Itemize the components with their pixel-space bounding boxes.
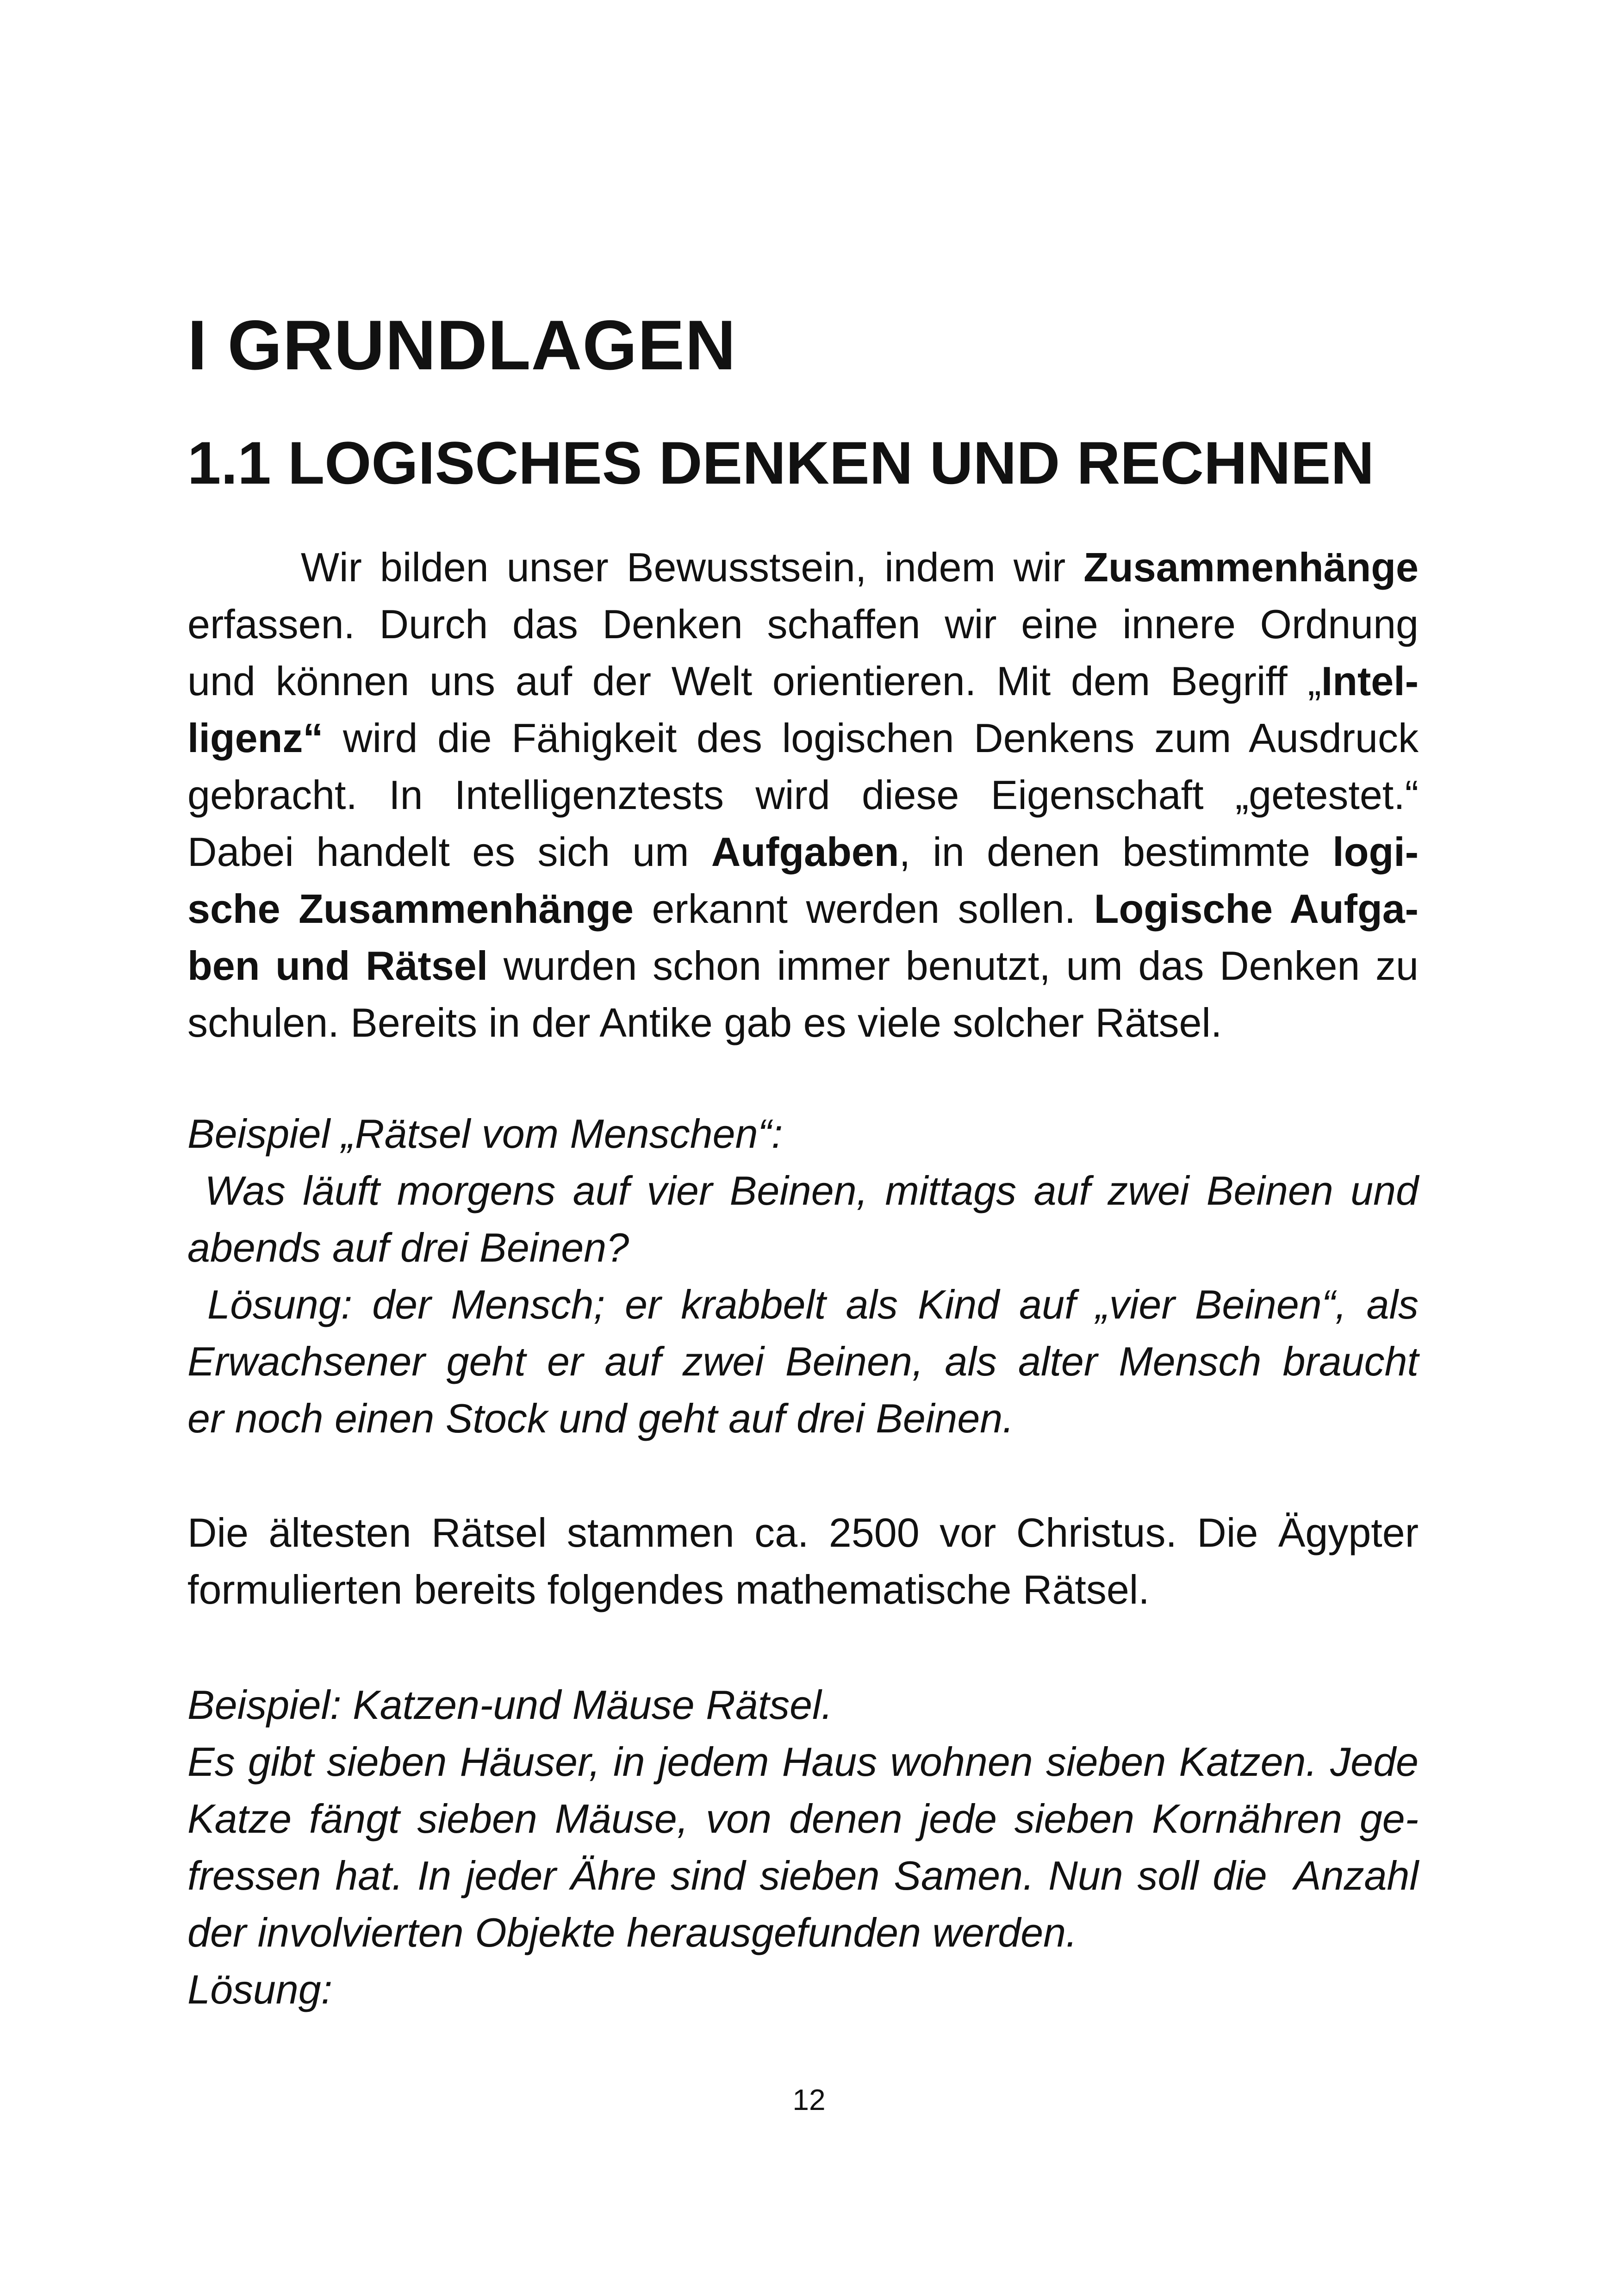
example-line: Es gibt sieben Häuser, in jedem Haus wohnen sieben Katzen. Jede	[187, 1739, 1419, 1785]
example-cats-mice	[187, 1676, 1419, 2018]
intro-line: ligenz“ wird die Fähigkeit des logischen Denkens zum Ausdruck	[187, 715, 1419, 761]
chapter-title: I GRUNDLAGEN	[187, 306, 736, 385]
bold-term: sche Zusammenhänge	[187, 886, 634, 932]
paragraph-line: formulierten bereits folgendes mathematische Rätsel.	[187, 1567, 1150, 1612]
bold-term: Zusammenhänge	[1083, 544, 1419, 590]
intro-line: gebracht. In Intelligenztests wird diese Eigenschaft „getestet.“	[187, 772, 1419, 818]
bold-term: Aufgaben	[711, 829, 899, 875]
example-line: der involvierten Objekte herausgefunden werden.	[187, 1910, 1077, 1955]
example-line: Was läuft morgens auf vier Beinen, mittags auf zwei Beinen und	[187, 1168, 1419, 1213]
example-line: Katze fängt sieben Mäuse, von denen jede sieben Kornähren ge-	[187, 1796, 1419, 1842]
paragraph-line: Die ältesten Rätsel stammen ca. 2500 vor Christus. Die Ägypter	[187, 1510, 1419, 1556]
bold-term: ligenz“	[187, 715, 324, 761]
intro-line: Dabei handelt es sich um Aufgaben, in denen bestimmte logi-	[187, 829, 1419, 875]
intro-paragraph	[187, 539, 1419, 1051]
page-number: 12	[792, 2083, 826, 2116]
bold-term: ben und Rätsel	[187, 943, 488, 989]
example-line: Erwachsener geht er auf zwei Beinen, als alter Mensch braucht	[187, 1338, 1419, 1384]
history-paragraph	[187, 1504, 1419, 1618]
example-riddle-human	[187, 1105, 1419, 1447]
section-title: 1.1 LOGISCHES DENKEN UND RECHNEN	[187, 429, 1375, 497]
intro-line: erfassen. Durch das Denken schaffen wir eine innere Ordnung	[187, 601, 1419, 647]
intro-line: sche Zusammenhänge erkannt werden sollen. Logische Aufga-	[187, 886, 1419, 932]
example-line: Lösung: der Mensch; er krabbelt als Kind auf „vier Beinen“, als	[187, 1282, 1419, 1327]
example-solution-label: Lösung:	[187, 1966, 333, 2012]
intro-line: ben und Rätsel wurden schon immer benutzt, um das Denken zu	[187, 943, 1419, 989]
intro-line: und können uns auf der Welt orientieren. Mit dem Begriff „Intel-	[187, 658, 1419, 704]
bold-term: Logische Aufga-	[1094, 886, 1419, 932]
intro-line: Wir bilden unser Bewusstsein, indem wir Zusammenhänge	[301, 544, 1419, 590]
bold-term: logi-	[1332, 829, 1419, 875]
example-heading: Beispiel: Katzen-und Mäuse Rätsel.	[187, 1682, 833, 1728]
intro-line: schulen. Bereits in der Antike gab es viele solcher Rätsel.	[187, 1000, 1222, 1045]
example-line: abends auf drei Beinen?	[187, 1225, 629, 1270]
bold-term: Intel-	[1321, 658, 1419, 704]
example-line: fressen hat. In jeder Ähre sind sieben Samen. Nun soll die Anzahl	[187, 1853, 1419, 1898]
example-heading: Beispiel „Rätsel vom Menschen“:	[187, 1111, 783, 1157]
example-line: er noch einen Stock und geht auf drei Beinen.	[187, 1395, 1014, 1441]
